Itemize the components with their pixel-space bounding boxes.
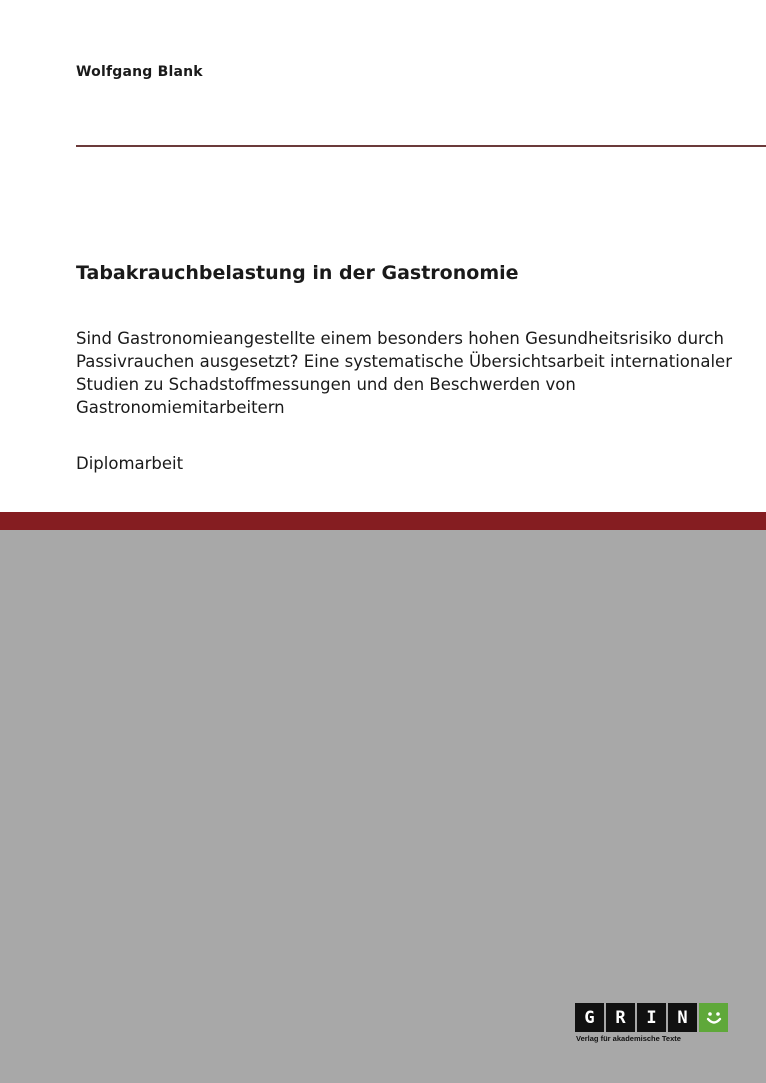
cover-top-section: [0, 0, 766, 512]
book-title: Tabakrauchbelastung in der Gastronomie: [76, 262, 519, 284]
publisher-tagline: Verlag für akademische Texte: [576, 1034, 681, 1043]
document-type: Diplomarbeit: [76, 454, 184, 473]
logo-letter-n: N: [668, 1003, 697, 1032]
logo-letter-g: G: [575, 1003, 604, 1032]
book-subtitle: Sind Gastronomieangestellte einem besonders hohen Gesundheitsrisiko durch Passivrauchen ausgesetzt? Eine systematische Übersichtsarbeit internationaler Studien zu Schadstoffmessungen und den Beschwerden von Gastronomiemitarbeitern: [76, 329, 732, 417]
logo-letter-i: I: [637, 1003, 666, 1032]
cover-bottom-section: [0, 530, 766, 1083]
logo-letters: [575, 1003, 730, 1032]
header-divider: [76, 145, 766, 147]
logo-letter-r: R: [606, 1003, 635, 1032]
author-name: Wolfgang Blank: [76, 64, 203, 80]
publisher-logo: [575, 1003, 730, 1045]
smiley-icon: [699, 1003, 728, 1032]
color-band: [0, 512, 766, 530]
